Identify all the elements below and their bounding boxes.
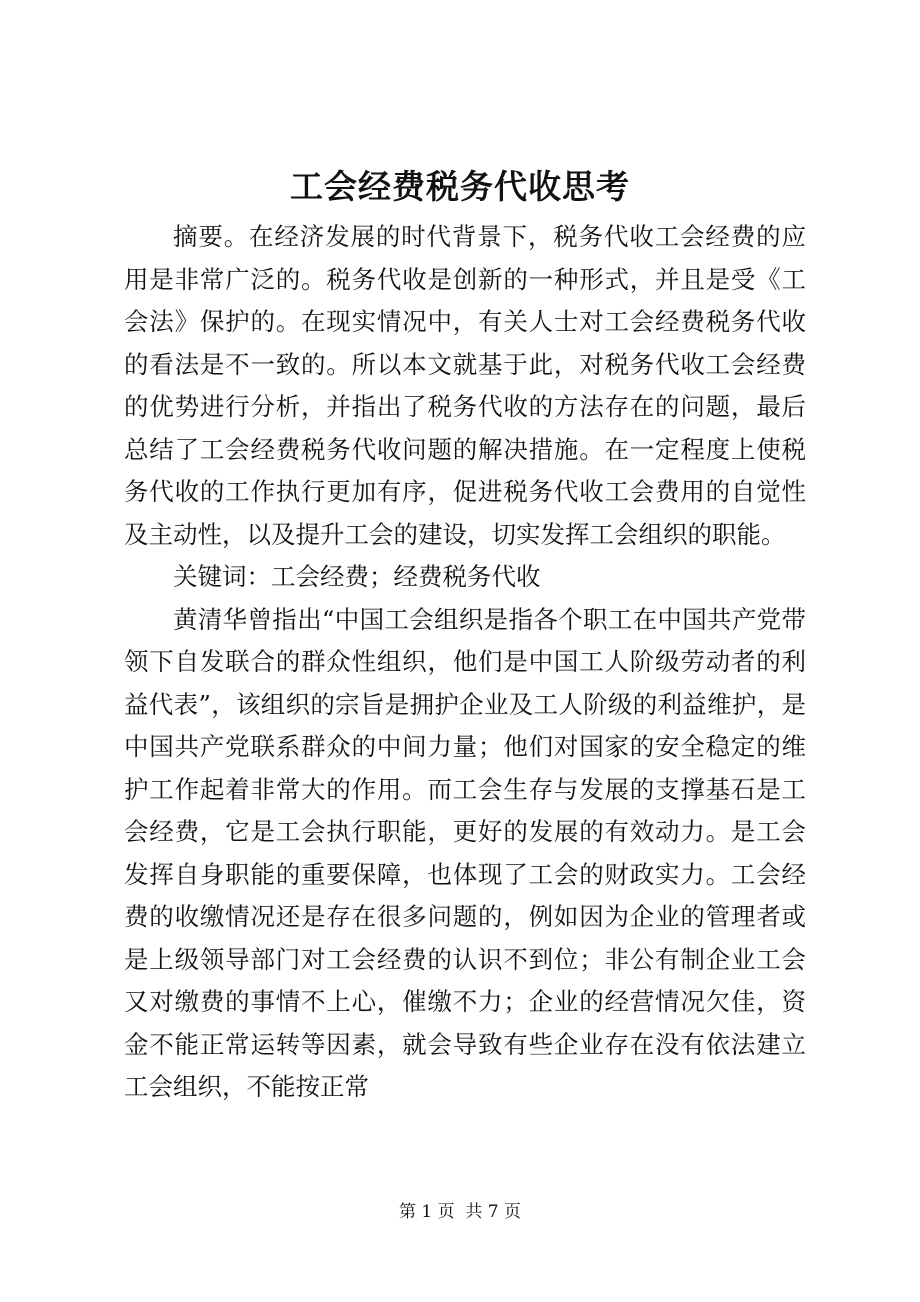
document-title: 工会经费税务代收思考 <box>290 167 630 206</box>
document-body <box>124 216 806 1109</box>
body-paragraph: 黄清华曾指出“中国工会组织是指各个职工在中国共产党带领下自发联合的群众性组织，他们是中国工人阶级劳动者的利益代表”，该组织的宗旨是拥护企业及工人阶级的利益维护，是中国共产党联系群众的中间力量；他们对国家的安全稳定的维护工作起着非常大的作用。而工会生存与发展的支撑基石是工会经费，它是工会执行职能，更好的发展的有效动力。是工会发挥自身职能的重要保障，也体现了工会的财政实力。工会经费的收缴情况还是存在很多问题的，例如因为企业的管理者或是上级领导部门对工会经费的认识不到位；非公有制企业工会又对缴费的事情不上心，催缴不力；企业的经营情况欠佳，资金不能正常运转等因素，就会导致有些企业存在没有依法建立工会组织，不能按正常 <box>124 604 806 1101</box>
keywords-paragraph: 关键词：工会经费；经费税务代收 <box>173 562 541 591</box>
page-number: 第 1 页 共 7 页 <box>398 1202 522 1222</box>
abstract-paragraph: 摘要。在经济发展的时代背景下，税务代收工会经费的应用是非常广泛的。税务代收是创新的一种形式，并且是受《工会法》保护的。在现实情况中，有关人士对工会经费税务代收的看法是不一致的。所以本文就基于此，对税务代收工会经费的优势进行分析，并指出了税务代收的方法存在的问题，最后总结了工会经费税务代收问题的解决措施。在一定程度上使税务代收的工作执行更加有序，促进税务代收工会费用的自觉性及主动性，以及提升工会的建设，切实发挥工会组织的职能。 <box>124 222 806 549</box>
page-footer <box>0 1200 920 1224</box>
